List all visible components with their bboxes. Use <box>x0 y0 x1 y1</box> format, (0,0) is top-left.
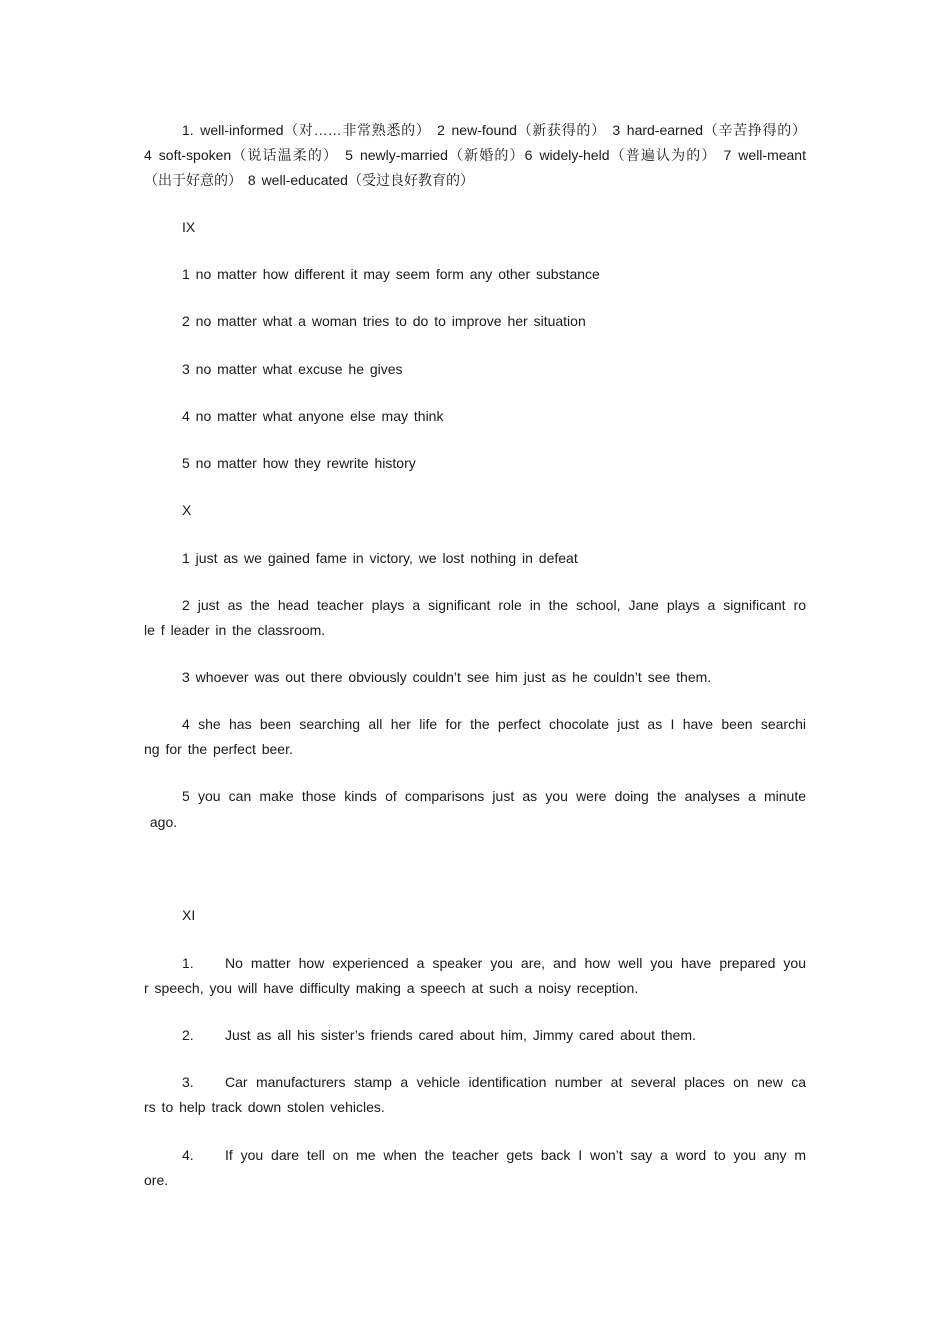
x-item-5-line-1: 5 you can make those kinds of comparisons just as you were doing the analyses a minute <box>182 788 806 804</box>
ix-item-2: 2 no matter what a woman tries to do to improve her situation <box>182 313 586 329</box>
xi-item-3-number: 3. <box>182 1074 194 1090</box>
x-item-2-line-1: 2 just as the head teacher plays a significant role in the school, Jane plays a significant ro <box>182 597 806 613</box>
x-item-5-line-2: ago. <box>144 814 178 830</box>
ix-item-3: 3 no matter what excuse he gives <box>182 361 403 377</box>
vocab-line-3: （出于好意的） 8 well-educated（受过良好教育的） <box>144 172 474 188</box>
xi-item-3-text: Car manufacturers stamp a vehicle identification number at several places on new ca <box>225 1074 806 1090</box>
ix-item-4: 4 no matter what anyone else may think <box>182 408 444 424</box>
section-heading-x: X <box>182 502 192 518</box>
ix-item-5: 5 no matter how they rewrite history <box>182 455 416 471</box>
xi-item-1-line-2: r speech, you will have difficulty making a speech at such a noisy reception. <box>144 980 639 996</box>
x-item-1: 1 just as we gained fame in victory, we lost nothing in defeat <box>182 550 578 566</box>
xi-item-3-line-2: rs to help track down stolen vehicles. <box>144 1099 385 1115</box>
xi-item-1-text: No matter how experienced a speaker you are, and how well you have prepared you <box>225 955 806 971</box>
xi-item-4-text: If you dare tell on me when the teacher gets back I won’t say a word to you any m <box>225 1147 806 1163</box>
x-item-3: 3 whoever was out there obviously couldn’t see him just as he couldn’t see them. <box>182 669 712 685</box>
xi-item-4-line-1 <box>182 1146 806 1164</box>
vocab-line-1: 1. well-informed（对……非常熟悉的） 2 new-found（新获得的） 3 hard-earned（辛苦挣得的） <box>182 122 806 138</box>
x-item-2-line-2: le f leader in the classroom. <box>144 622 326 638</box>
x-item-4-line-1: 4 she has been searching all her life for the perfect chocolate just as I have been searchi <box>182 716 806 732</box>
xi-item-2-number: 2. <box>182 1027 194 1043</box>
section-heading-ix: IX <box>182 219 196 235</box>
xi-item-2-text: Just as all his sister’s friends cared about him, Jimmy cared about them. <box>225 1027 696 1043</box>
xi-item-4-line-2: ore. <box>144 1172 169 1188</box>
section-heading-xi: XI <box>182 907 196 923</box>
vocab-line-2: 4 soft-spoken（说话温柔的） 5 newly-married（新婚的）6 widely-held（普遍认为的） 7 well-meant <box>144 147 806 163</box>
xi-item-1-number: 1. <box>182 955 194 971</box>
xi-item-1-line-1 <box>182 954 806 972</box>
xi-item-2 <box>182 1026 806 1044</box>
xi-item-3-line-1 <box>182 1073 806 1091</box>
xi-item-4-number: 4. <box>182 1147 194 1163</box>
ix-item-1: 1 no matter how different it may seem form any other substance <box>182 266 600 282</box>
x-item-4-line-2: ng for the perfect beer. <box>144 741 293 757</box>
